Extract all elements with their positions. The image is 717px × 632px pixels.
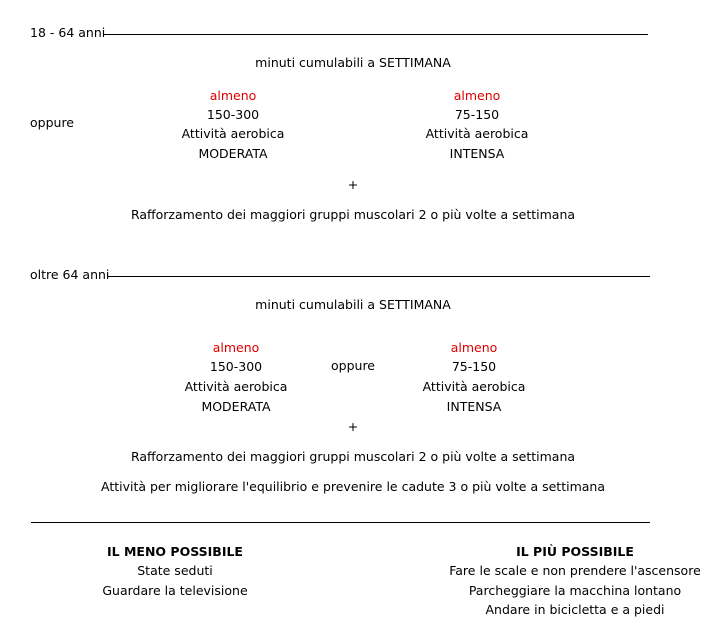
group1-or-label: oppure bbox=[30, 115, 74, 130]
group1-strength: Rafforzamento dei maggiori gruppi muscolari 2 o più volte a settimana bbox=[130, 207, 576, 222]
least-item: State seduti bbox=[137, 563, 213, 578]
group2-strength: Rafforzamento dei maggiori gruppi muscolari 2 o più volte a settimana bbox=[130, 449, 576, 464]
group1-intense-activity: Attività aerobica bbox=[425, 126, 529, 141]
most-item: Fare le scale e non prendere l'ascensore bbox=[449, 563, 701, 578]
group2-intense-minutes: 75-150 bbox=[451, 359, 497, 374]
group2-divider bbox=[108, 276, 650, 277]
group2-intense-intensity: INTENSA bbox=[446, 399, 502, 414]
group1-intense-qualifier: almeno bbox=[453, 88, 501, 103]
group1-moderate-qualifier: almeno bbox=[209, 88, 257, 103]
group1-subtitle: minuti cumulabili a SETTIMANA bbox=[255, 55, 451, 70]
group1-intense-intensity: INTENSA bbox=[449, 146, 505, 161]
group2-balance: Attività per migliorare l'equilibrio e prevenire le cadute 3 o più volte a settimana bbox=[100, 479, 606, 494]
group2-moderate-minutes: 150-300 bbox=[209, 359, 263, 374]
most-title: IL PIÙ POSSIBILE bbox=[516, 544, 634, 559]
group2-intense-qualifier: almeno bbox=[450, 340, 498, 355]
group1-moderate-intensity: MODERATA bbox=[198, 146, 268, 161]
group2-moderate-activity: Attività aerobica bbox=[184, 379, 288, 394]
most-item: Parcheggiare la macchina lontano bbox=[468, 583, 682, 598]
bottom-divider bbox=[31, 522, 650, 523]
group2-or-label: oppure bbox=[331, 358, 375, 373]
group2-moderate-intensity: MODERATA bbox=[201, 399, 271, 414]
group1-age-label: 18 - 64 anni bbox=[30, 25, 106, 40]
group2-subtitle: minuti cumulabili a SETTIMANA bbox=[255, 297, 451, 312]
most-item: Andare in bicicletta e a piedi bbox=[485, 602, 665, 617]
group1-intense-minutes: 75-150 bbox=[454, 107, 500, 122]
group1-divider bbox=[104, 34, 648, 35]
group2-age-label: oltre 64 anni bbox=[30, 267, 110, 282]
least-item: Guardare la televisione bbox=[102, 583, 248, 598]
group1-plus: + bbox=[347, 177, 359, 192]
group1-moderate-activity: Attività aerobica bbox=[181, 126, 285, 141]
group2-plus: + bbox=[347, 419, 359, 434]
group2-moderate-qualifier: almeno bbox=[212, 340, 260, 355]
least-title: IL MENO POSSIBILE bbox=[107, 544, 243, 559]
group1-moderate-minutes: 150-300 bbox=[206, 107, 260, 122]
group2-intense-activity: Attività aerobica bbox=[422, 379, 526, 394]
